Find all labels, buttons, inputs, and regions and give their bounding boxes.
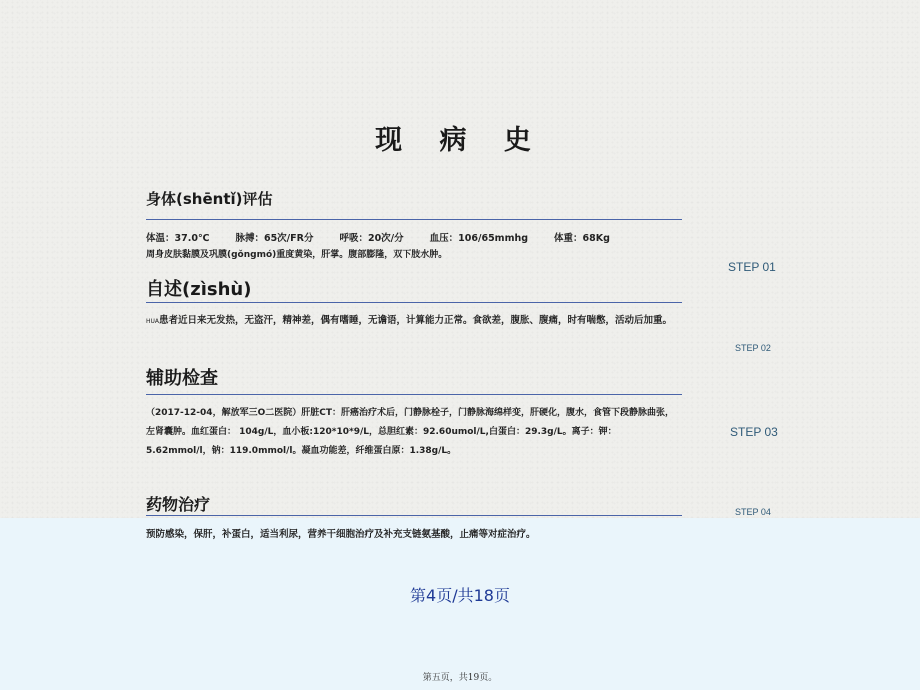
vital-temperature: 体温：37.0℃	[146, 233, 210, 244]
section-divider	[146, 302, 682, 303]
step-label-02: STEP 02	[735, 343, 771, 353]
drug-treatment-text: 预防感染，保肝，补蛋白，适当利尿，营养干细胞治疗及补充支链氨基酸，止痛等对症治疗。	[146, 529, 536, 540]
body-assessment-text: 周身皮肤黏膜及巩膜(gǒngmó)重度黄染，肝掌。腹部膨隆，双下肢水肿。	[146, 250, 448, 260]
page-title: 现 病 史	[375, 125, 545, 156]
auxiliary-exam-text: （2017-12-04，解放军三O二医院）肝脏CT：肝癌治疗术后，门静脉栓子，门静脉海绵样变，肝硬化，腹水，食管下段静脉曲张，左肾囊肿。血红蛋白： 104g/L，血小板:120*10*9/L，总胆红素：92.60umol/L,白蛋白：29.3g/L。离子：钾：5.62mmol/l，钠：119.0mmol/l。凝血功能差，纤维蛋白原：1.38g/L。	[146, 408, 674, 456]
section-divider	[146, 219, 682, 220]
self-report-prefix: HUA	[146, 318, 160, 325]
self-report-body: 患者近日来无发热，无盗汗，精神差，偶有嗜睡，无谵语，计算能力正常。食欲差，腹胀、腹痛，时有喘憋，活动后加重。	[159, 315, 673, 326]
step-label-04: STEP 04	[735, 507, 771, 517]
vital-weight: 体重：68Kg	[554, 233, 610, 244]
section-divider	[146, 394, 682, 395]
page-indicator: 第4页/共18页	[410, 586, 510, 605]
vital-blood-pressure: 血压：106/65mmhg	[429, 233, 529, 244]
section-heading-self-report: 自述(zìshù)	[146, 279, 252, 300]
self-report-text	[146, 311, 676, 331]
page-indicator-secondary: 第五页，共19页。	[422, 673, 498, 683]
section-heading-drug-treatment: 药物治疗	[146, 495, 211, 514]
step-label-03: STEP 03	[730, 425, 778, 439]
vital-respiration: 呼吸：20次/分	[339, 233, 404, 244]
step-label-01: STEP 01	[728, 260, 776, 274]
section-divider	[146, 515, 682, 516]
vital-pulse: 脉搏：65次/FR分	[235, 233, 314, 244]
section-heading-body-assessment: 身体(shēntǐ)评估	[146, 190, 273, 208]
section-heading-auxiliary-exam: 辅助检查	[146, 368, 218, 389]
